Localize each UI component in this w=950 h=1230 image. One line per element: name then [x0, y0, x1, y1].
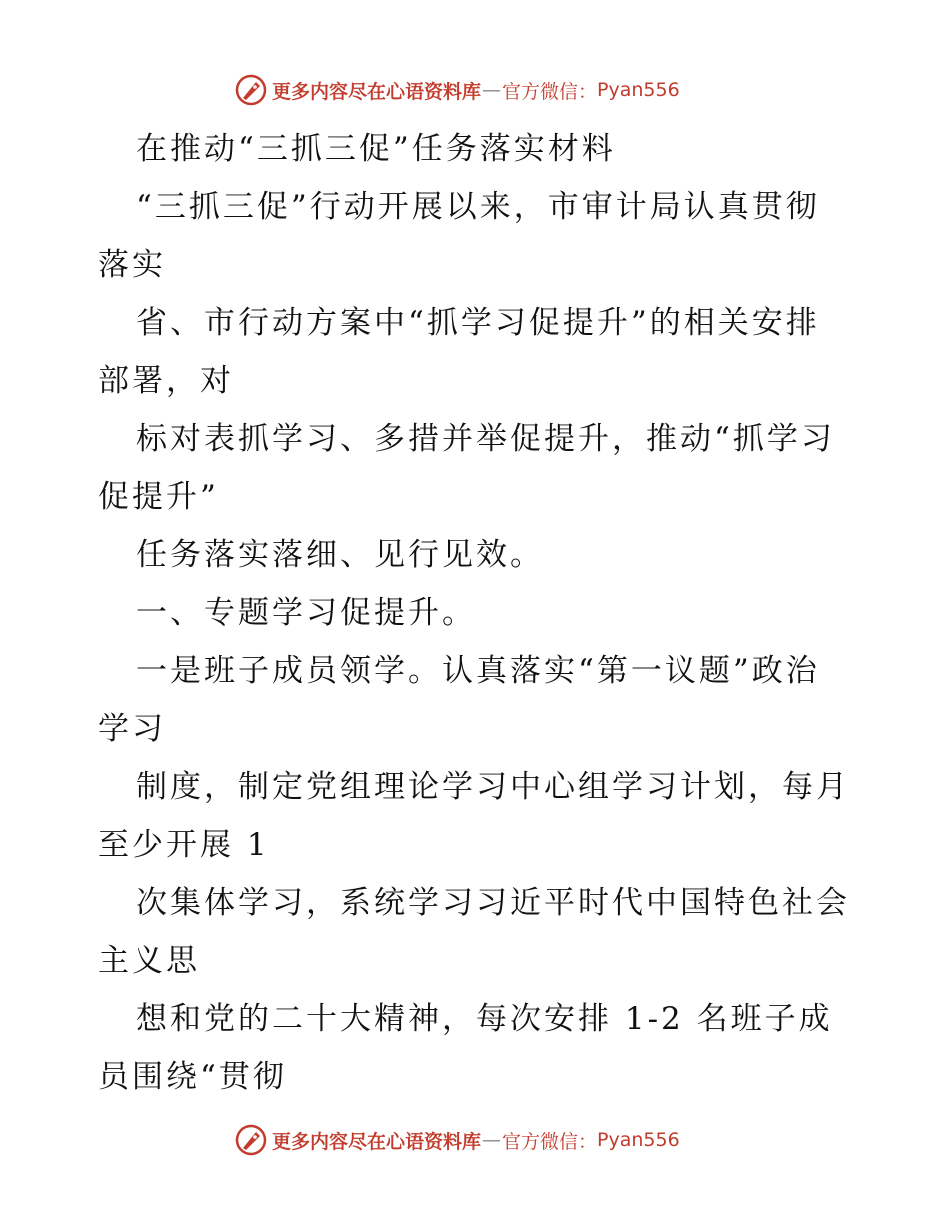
paragraph-line: 部署，对	[98, 363, 234, 399]
paragraph-line: 学习	[98, 711, 166, 747]
paragraph-line: 想和党的二十大精神，每次安排 1-2 名班子成	[136, 1001, 833, 1037]
paragraph-line: 任务落实落细、见行见效。	[136, 537, 544, 573]
document-body	[98, 120, 868, 1106]
paragraph-line: 促提升”	[98, 479, 219, 515]
paragraph-line: 主义思	[98, 943, 200, 979]
banner-brand: 更多内容尽在心语资料库	[272, 1130, 482, 1153]
paragraph-line: 标对表抓学习、多措并举促提升，推动“抓学习	[136, 421, 835, 457]
banner-wechat-id: Pyan556	[597, 79, 680, 101]
paragraph-line: 省、市行动方案中“抓学习促提升”的相关安排	[136, 305, 820, 341]
banner-official: 官方微信：	[502, 80, 598, 103]
banner-official: 官方微信：	[502, 1130, 598, 1153]
paragraph-line: 制度，制定党组理论学习中心组学习计划，每月	[136, 769, 850, 805]
banner-brand: 更多内容尽在心语资料库	[272, 80, 482, 103]
pen-nib-icon	[234, 73, 268, 107]
paragraph-line: 次集体学习，系统学习习近平时代中国特色社会	[136, 885, 850, 921]
paragraph-line: 一是班子成员领学。认真落实“第一议题”政治	[136, 653, 820, 689]
banner-dash: —	[482, 79, 502, 101]
paragraph-line: 至少开展 1	[98, 827, 270, 863]
banner-dash: —	[482, 1129, 502, 1151]
paragraph-line: “三抓三促”行动开展以来，市审计局认真贯彻	[136, 189, 820, 225]
document-title: 在推动“三抓三促”任务落实材料	[136, 131, 616, 167]
banner-wechat-id: Pyan556	[597, 1129, 680, 1151]
footer-banner	[234, 1122, 680, 1158]
header-banner	[234, 72, 680, 108]
pen-nib-icon	[234, 1123, 268, 1157]
section-heading: 一、专题学习促提升。	[136, 595, 476, 631]
paragraph-line: 落实	[98, 247, 166, 283]
paragraph-line: 员围绕“贯彻	[98, 1059, 287, 1095]
